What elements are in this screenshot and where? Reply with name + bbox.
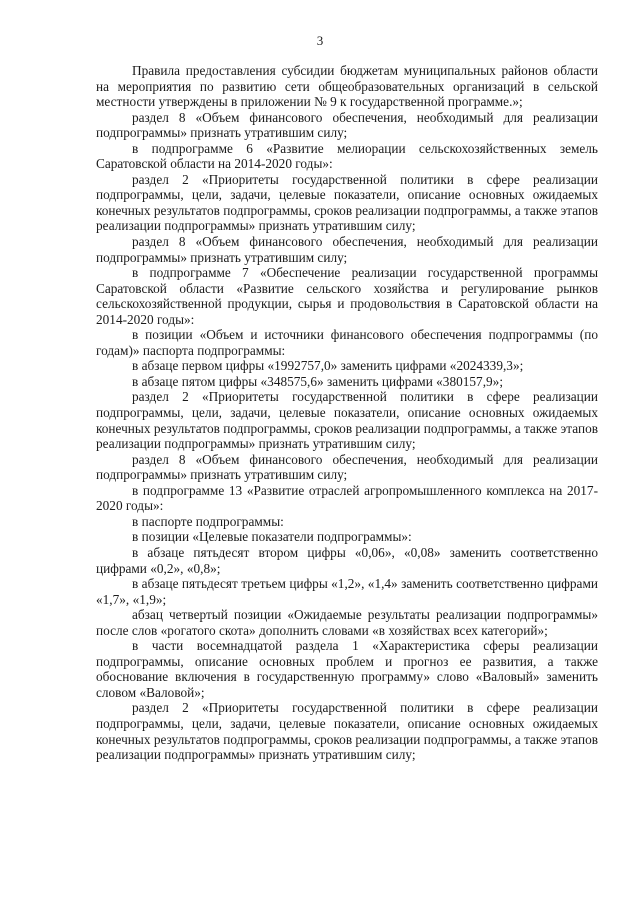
paragraph-section2-void: раздел 2 «Приоритеты государственной политики в сфере реализации подпрограммы, цели, задачи, целевые показатели, описание основных ожидаемых конечных результатов подпрограммы, сроков реализации подпрограммы, а также этапов реализации подпрограммы» признать утратившим силу; bbox=[96, 700, 598, 763]
paragraph-target-indicators: в позиции «Целевые показатели подпрограммы»: bbox=[132, 529, 412, 545]
paragraph-subprogram-6: в подпрограмме 6 «Развитие мелиорации сельскохозяйственных земель Саратовской области на 2014-2020 годы»: bbox=[96, 140, 598, 172]
paragraph-fifth-abzac: в абзаце пятом цифры «348575,6» заменить цифрами «380157,9»; bbox=[132, 373, 504, 389]
paragraph-first-abzac: в абзаце первом цифры «1992757,0» заменить цифрами «2024339,3»; bbox=[132, 358, 524, 374]
page-number: 3 bbox=[316, 33, 324, 48]
paragraph-section2-void: раздел 2 «Приоритеты государственной политики в сфере реализации подпрограммы, цели, задачи, целевые показатели, описание основных ожидаемых конечных результатов подпрограммы, сроков реализации подпрограммы, а также этапов реализации подпрограммы» признать утратившим силу; bbox=[96, 171, 598, 234]
paragraph-abzac-53: в абзаце пятьдесят третьем цифры «1,2», «1,4» заменить соответственно цифрами «1,7», «1,9»; bbox=[96, 576, 598, 607]
paragraph-abzac-52: в абзаце пятьдесят втором цифры «0,06», «0,08» заменить соответственно цифрами «0,2», «0,8»; bbox=[96, 544, 598, 576]
paragraph-section8-void: раздел 8 «Объем финансового обеспечения, необходимый для реализации подпрограммы» признать утратившим силу; bbox=[96, 234, 598, 265]
paragraph-subprogram-7: в подпрограмме 7 «Обеспечение реализации государственной программы Саратовской области «Развитие сельского хозяйства и регулирование рынков сельскохозяйственной продукции, сырья и продовольствия в Саратовской области на 2014-2020 годы»: bbox=[96, 265, 598, 327]
document-body bbox=[96, 63, 598, 763]
paragraph-subsidy-rules: Правила предоставления субсидии бюджетам муниципальных районов области на мероприятия по развитию сети общеобразовательных организаций в сельской местности утверждены в приложении № 9 к государственной программе.»; bbox=[96, 63, 598, 110]
paragraph-section2-void: раздел 2 «Приоритеты государственной политики в сфере реализации подпрограммы, цели, задачи, целевые показатели, описание основных ожидаемых конечных результатов подпрограммы, сроков реализации подпрограммы, а также этапов реализации подпрограммы» признать утратившим силу; bbox=[96, 389, 598, 452]
paragraph-passport: в паспорте подпрограммы: bbox=[132, 513, 284, 529]
paragraph-section1-part18: в части восемнадцатой раздела 1 «Характеристика сферы реализации подпрограммы, описание основных проблем и прогноз ее развития, а также обоснование включения в государственную программу» слово «Валовый» заменить словом «Валовой»; bbox=[96, 638, 598, 700]
paragraph-funding-position: в позиции «Объем и источники финансового обеспечения подпрограммы (по годам)» паспорта подпрограммы: bbox=[96, 327, 598, 358]
paragraph-section8-void: раздел 8 «Объем финансового обеспечения, необходимый для реализации подпрограммы» признать утратившим силу; bbox=[96, 451, 598, 483]
paragraph-section8-void: раздел 8 «Объем финансового обеспечения, необходимый для реализации подпрограммы» признать утратившим силу; bbox=[96, 109, 598, 141]
paragraph-subprogram-13: в подпрограмме 13 «Развитие отраслей агропромышленного комплекса на 2017-2020 годы»: bbox=[96, 482, 598, 514]
paragraph-expected-results: абзац четвертый позиции «Ожидаемые результаты реализации подпрограммы» после слов «рогатого скота» дополнить словами «в хозяйствах всех категорий»; bbox=[96, 607, 598, 638]
